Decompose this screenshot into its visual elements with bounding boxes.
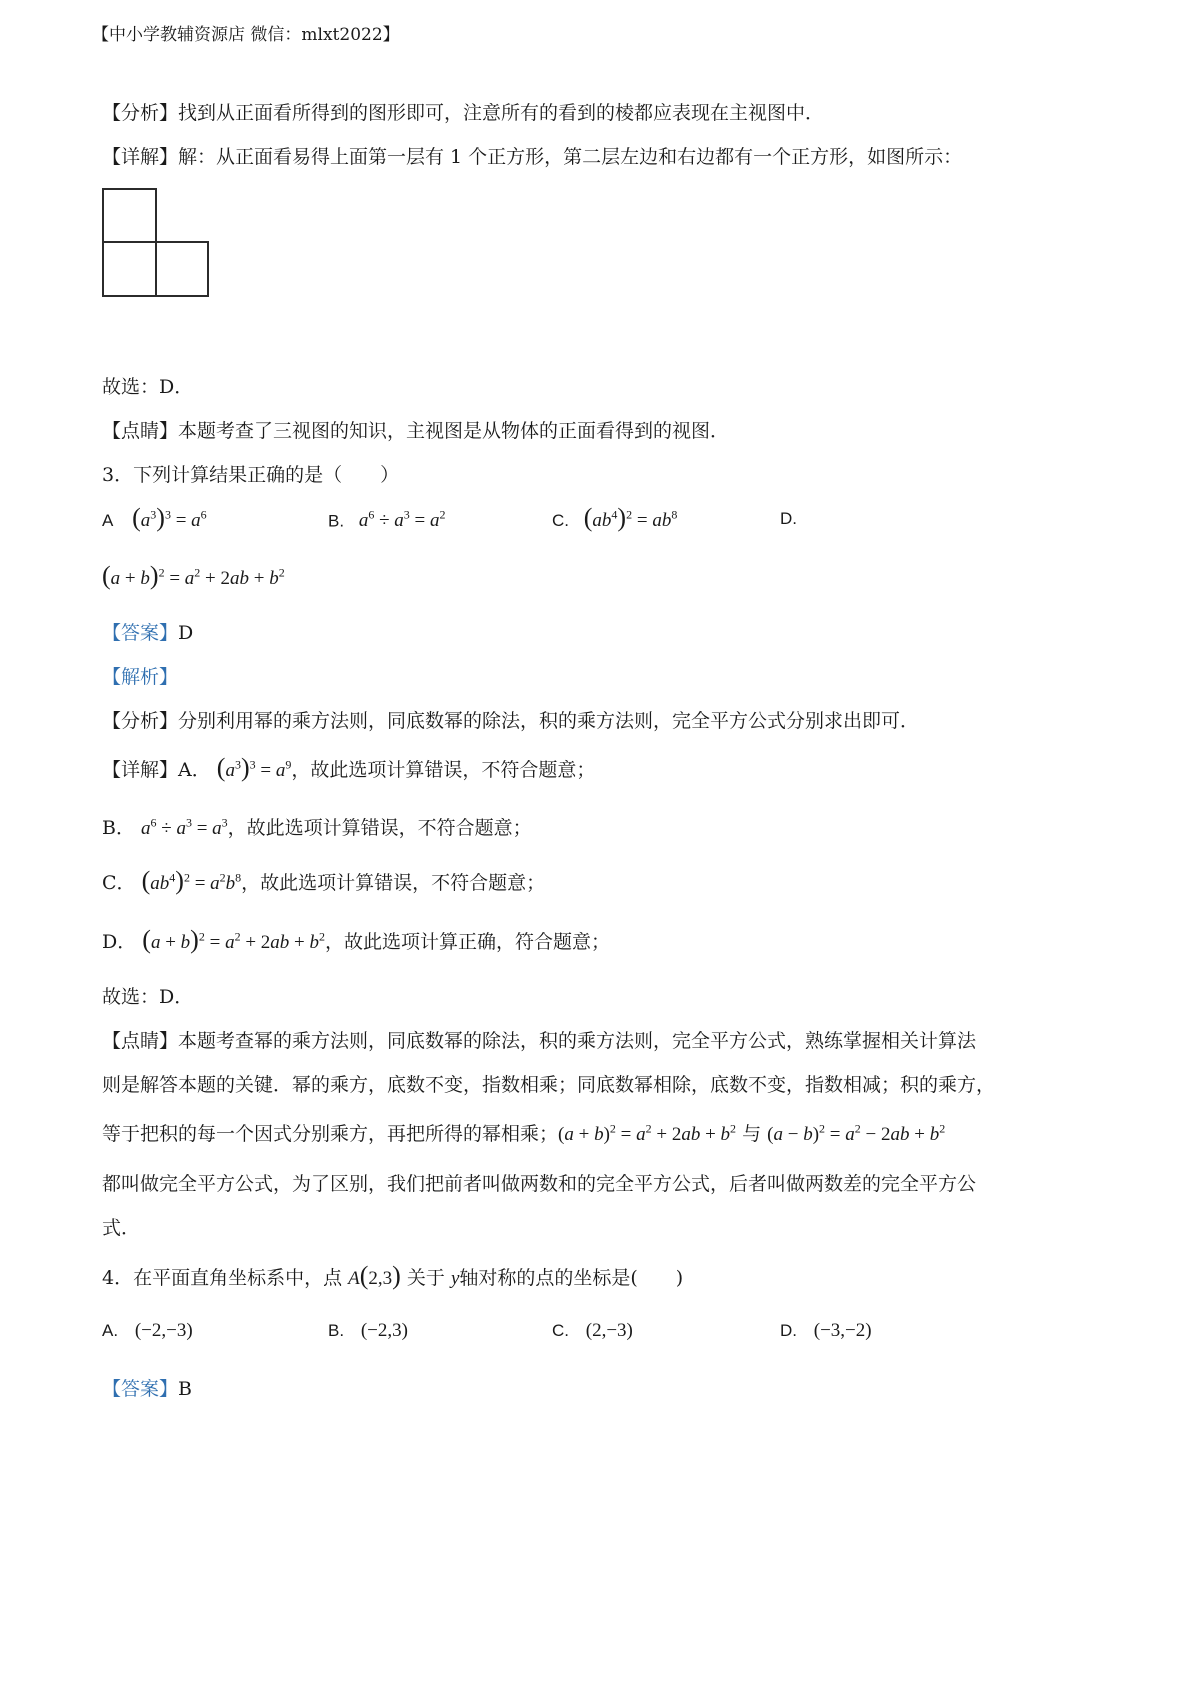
- detail-c-text: ，故此选项计算错误，不符合题意；: [241, 872, 546, 894]
- option-c-label: C.: [552, 1321, 569, 1340]
- detail-b-label: B．: [102, 817, 135, 839]
- comment-tag: 【点睛】: [102, 1030, 179, 1052]
- q3-option-d-formula: $(a + b)^2 = a^2 + 2ab + b^2$: [102, 561, 285, 590]
- analysis-text: 分别利用幂的乘方法则，同底数幂的除法，积的乘方法则，完全平方公式分别求出即可．: [178, 710, 920, 732]
- watermark-header: 【中小学教辅资源店 微信：mlxt2022】: [92, 25, 400, 45]
- analysis-tag: 【分析】: [102, 102, 179, 124]
- formula-diff-square: $(a - b)^2 = a^2 - 2ab + b^2$: [767, 1121, 946, 1145]
- detail-tag: 【详解】: [102, 759, 179, 781]
- bottom-right-square: [155, 241, 209, 297]
- option-d-value: (−3,−2): [813, 1320, 872, 1341]
- detail-d-text: ，故此选项计算正确，符合题意；: [325, 931, 611, 953]
- option-a-value: (−2,−3): [134, 1320, 193, 1341]
- detail-d-label: D．: [102, 931, 137, 953]
- detail-a-label: A．: [178, 759, 211, 781]
- answer-tag: 【答案】: [102, 1378, 179, 1400]
- q4-axis: y: [450, 1268, 460, 1289]
- q2-analysis: [102, 98, 824, 125]
- detail-d-formula: $(a + b)^2 = a^2 + 2ab + b^2$: [142, 925, 325, 954]
- q4-option-c: [552, 1320, 633, 1342]
- option-b-label: B.: [328, 511, 345, 531]
- q3-answer: [102, 618, 193, 645]
- q3-option-a: [102, 505, 207, 532]
- formula-sum-square: $(a + b)^2 = a^2 + 2ab + b^2$: [558, 1121, 737, 1145]
- option-d-label: D.: [780, 509, 797, 528]
- detail-text: 解：从正面看易得上面第一层有 1 个正方形，第二层左边和右边都有一个正方形，如图所示：: [178, 146, 963, 168]
- analysis-tag: 【分析】: [102, 710, 179, 732]
- option-d-label: D.: [780, 1321, 797, 1340]
- q3-comment-line4: 都叫做完全平方公式，为了区别，我们把前者叫做两数和的完全平方公式，后者叫做两数差的完全平方公: [102, 1173, 977, 1195]
- q4-option-d: [780, 1320, 872, 1342]
- q3-comment-line5: 式．: [102, 1217, 141, 1239]
- q2-comment: [102, 416, 729, 443]
- point-a: A(2,3): [348, 1261, 401, 1290]
- detail-b-formula: $a^6 \div a^3 = a^3$: [141, 815, 228, 839]
- option-b-value: (−2,3): [360, 1320, 408, 1341]
- option-a-label: A: [102, 511, 114, 530]
- q3-comment-line1: [102, 1026, 976, 1053]
- analysis-text: 找到从正面看所得到的图形即可，注意所有的看到的棱都应表现在主视图中．: [178, 102, 825, 124]
- q4-option-a: [102, 1320, 193, 1342]
- q3-jiexi-tag: 【解析】: [102, 666, 179, 688]
- q4-answer: [102, 1374, 192, 1401]
- comment-and: 与: [742, 1123, 762, 1145]
- q2-conclusion: 故选：D．: [102, 376, 194, 398]
- q3-detail-c: [102, 868, 545, 895]
- q2-detail: [102, 142, 962, 169]
- comment-text-1: 本题考查幂的乘方法则，同底数幂的除法，积的乘方法则，完全平方公式，熟练掌握相关计算法: [178, 1030, 977, 1052]
- answer-value: B: [178, 1378, 192, 1400]
- option-a-label: A.: [102, 1321, 119, 1340]
- q4-stem-suffix: 轴对称的点的坐标是( ): [459, 1267, 684, 1289]
- q3-option-b: [328, 508, 445, 532]
- q3-comment-line2: 则是解答本题的关键．幂的乘方，底数不变，指数相乘；同底数幂相除，底数不变，指数相减；积的乘方，: [102, 1074, 996, 1096]
- q3-analysis: [102, 706, 919, 733]
- q3-stem: 3．下列计算结果正确的是（ ）: [102, 464, 400, 486]
- option-c-value: (2,−3): [585, 1320, 633, 1341]
- option-a-formula: $(a^3)^3 = a^6$: [132, 503, 207, 532]
- detail-b-text: ，故此选项计算错误，不符合题意；: [227, 817, 532, 839]
- comment-text: 本题考查了三视图的知识，主视图是从物体的正面看得到的视图．: [178, 420, 730, 442]
- detail-c-label: C．: [102, 872, 136, 894]
- q4-stem-mid: 关于: [406, 1267, 445, 1289]
- comment-tag: 【点睛】: [102, 420, 179, 442]
- answer-value: D: [178, 622, 194, 644]
- option-c-label: C.: [552, 511, 569, 530]
- q3-option-d: [780, 508, 797, 530]
- q3-detail-b: [102, 813, 532, 840]
- detail-a-text: ，故此选项计算错误，不符合题意；: [291, 759, 596, 781]
- q3-conclusion: 故选：D．: [102, 986, 194, 1008]
- q3-detail-a: [102, 755, 595, 782]
- option-c-formula: $(ab^4)^2 = ab^8$: [583, 503, 678, 532]
- top-square: [102, 188, 157, 243]
- detail-a-formula: $(a^3)^3 = a^9$: [216, 753, 292, 782]
- option-b-formula: $a^6 \div a^3 = a^2$: [358, 508, 446, 532]
- detail-tag: 【详解】: [102, 146, 179, 168]
- answer-tag: 【答案】: [102, 622, 179, 644]
- comment-text-3: 等于把积的每一个因式分别乘方，再把所得的幂相乘；: [102, 1123, 559, 1145]
- q4-stem: [102, 1263, 683, 1290]
- q3-comment-line3: [102, 1119, 945, 1146]
- q4-option-b: [328, 1320, 408, 1342]
- detail-c-formula: $(ab^4)^2 = a^2b^8$: [141, 866, 242, 895]
- q3-detail-d: [102, 927, 610, 954]
- option-b-label: B.: [328, 1321, 345, 1340]
- q4-stem-prefix: 4．在平面直角坐标系中，点: [102, 1267, 343, 1289]
- q3-option-c: [552, 505, 677, 532]
- bottom-left-square: [102, 241, 157, 297]
